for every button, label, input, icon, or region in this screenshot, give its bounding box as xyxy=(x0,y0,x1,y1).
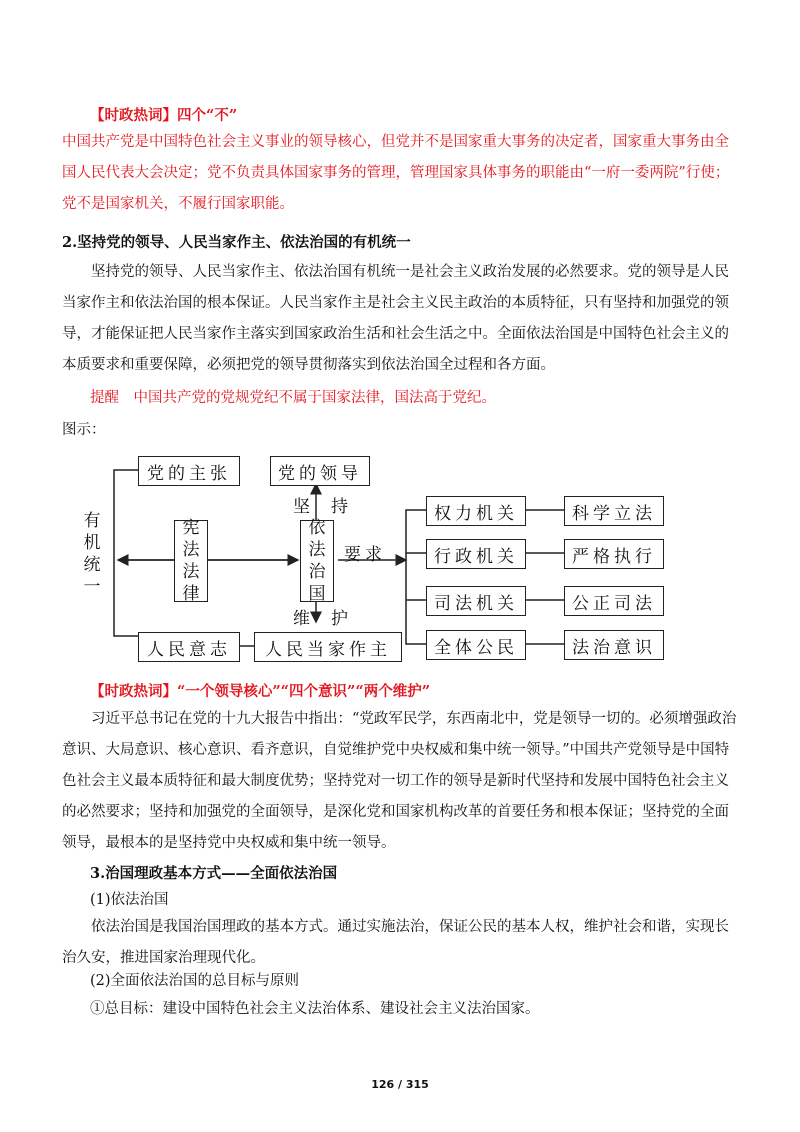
page-number: 126 / 315 xyxy=(371,1078,429,1091)
hot-word-body-1: 中国共产党是中国特色社会主义事业的领导核心，但党并不是国家重大事务的决定者，国家重大事务由全国人民代表大会决定；党不负责具体国家事务的管理，管理国家具体事务的职能由“一府一委两院”行使；党不是国家机关，不履行国家职能。 xyxy=(62,134,730,212)
uphold-label: 坚 持 xyxy=(293,497,350,517)
hot-word-title-2: 【时政热词】“一个领导核心”“四个意识”“两个维护” xyxy=(90,683,431,700)
organic-unity-label xyxy=(82,510,102,598)
rule-by-law-text: 依法治国 xyxy=(308,518,326,604)
organic-unity-text: 有机统一 xyxy=(83,511,101,597)
maintain-label: 维 护 xyxy=(293,609,350,629)
constitution-law-text: 宪法法律 xyxy=(182,518,200,604)
organ-box-0: 权力机关 xyxy=(426,496,526,526)
section-2-paragraph: 坚持党的领导、人民当家作主、依法治国有机统一是社会主义政治发展的必然要求。党的领导是人民当家作主和依法治国的根本保证。人民当家作主是社会主义民主政治的本质特征，只有坚持和加强党的领导，才能保证把人民当家作主落实到国家政治生活和社会生活之中。全面依法治国是中国特色社会主义的本质要求和重要保障，必须把党的领导贯彻落实到依法治国全过程和各方面。 xyxy=(62,264,729,373)
hot-word-body-2: 习近平总书记在党的十九大报告中指出：“党政军民学，东西南北中，党是领导一切的。必须增强政治意识、大局意识、核心意识、看齐意识，自觉维护党中央权威和集中统一领导。”中国共产党领导是中国特色社会主义最本质特征和最大制度优势；坚持党对一切工作的领导是新时代坚持和发展中国特色社会主义的必然要求；坚持和加强党的全面领导，是深化党和国家机构改革的首要任务和根本保证；坚持党的全面领导，最根本的是坚持党中央权威和集中统一领导。 xyxy=(62,711,737,851)
section-3-heading: 3.治国理政基本方式——全面依法治国 xyxy=(90,865,338,882)
requires-label: 要求 xyxy=(344,545,386,565)
hot-word-title-1: 【时政热词】四个“不” xyxy=(90,107,238,124)
section-3-paragraph: 依法治国是我国治国理政的基本方式。通过实施法治，保证公民的基本人权，维护社会和谐，实现长治久安，推进国家治理现代化。 xyxy=(62,919,729,966)
result-box-1: 严格执行 xyxy=(564,539,664,569)
constitution-law-box xyxy=(174,520,208,602)
subheading-2: (2)全面依法治国的总目标与原则 xyxy=(90,973,300,989)
figure-label: 图示： xyxy=(62,422,106,438)
concept-diagram xyxy=(80,448,680,668)
rule-by-law-box xyxy=(300,520,334,602)
result-box-2: 公正司法 xyxy=(564,586,664,616)
organ-box-1: 行政机关 xyxy=(426,539,526,569)
result-box-0: 科学立法 xyxy=(564,496,664,526)
organ-box-3: 全体公民 xyxy=(426,630,526,660)
goal-line: ①总目标：建设中国特色社会主义法治体系、建设社会主义法治国家。 xyxy=(90,1001,540,1017)
reminder: 提醒 中国共产党的党规党纪不属于国家法律，国法高于党纪。 xyxy=(90,390,496,406)
party-leadership-box: 党的领导 xyxy=(270,456,370,486)
section-2-heading: 2.坚持党的领导、人民当家作主、依法治国的有机统一 xyxy=(62,234,411,251)
organ-box-2: 司法机关 xyxy=(426,586,526,616)
people-will-box: 人民意志 xyxy=(138,632,240,662)
people-masters-box: 人民当家作主 xyxy=(254,632,402,662)
result-box-3: 法治意识 xyxy=(564,630,664,660)
subheading-1: (1)依法治国 xyxy=(90,892,169,908)
party-position-box: 党的主张 xyxy=(138,456,240,486)
